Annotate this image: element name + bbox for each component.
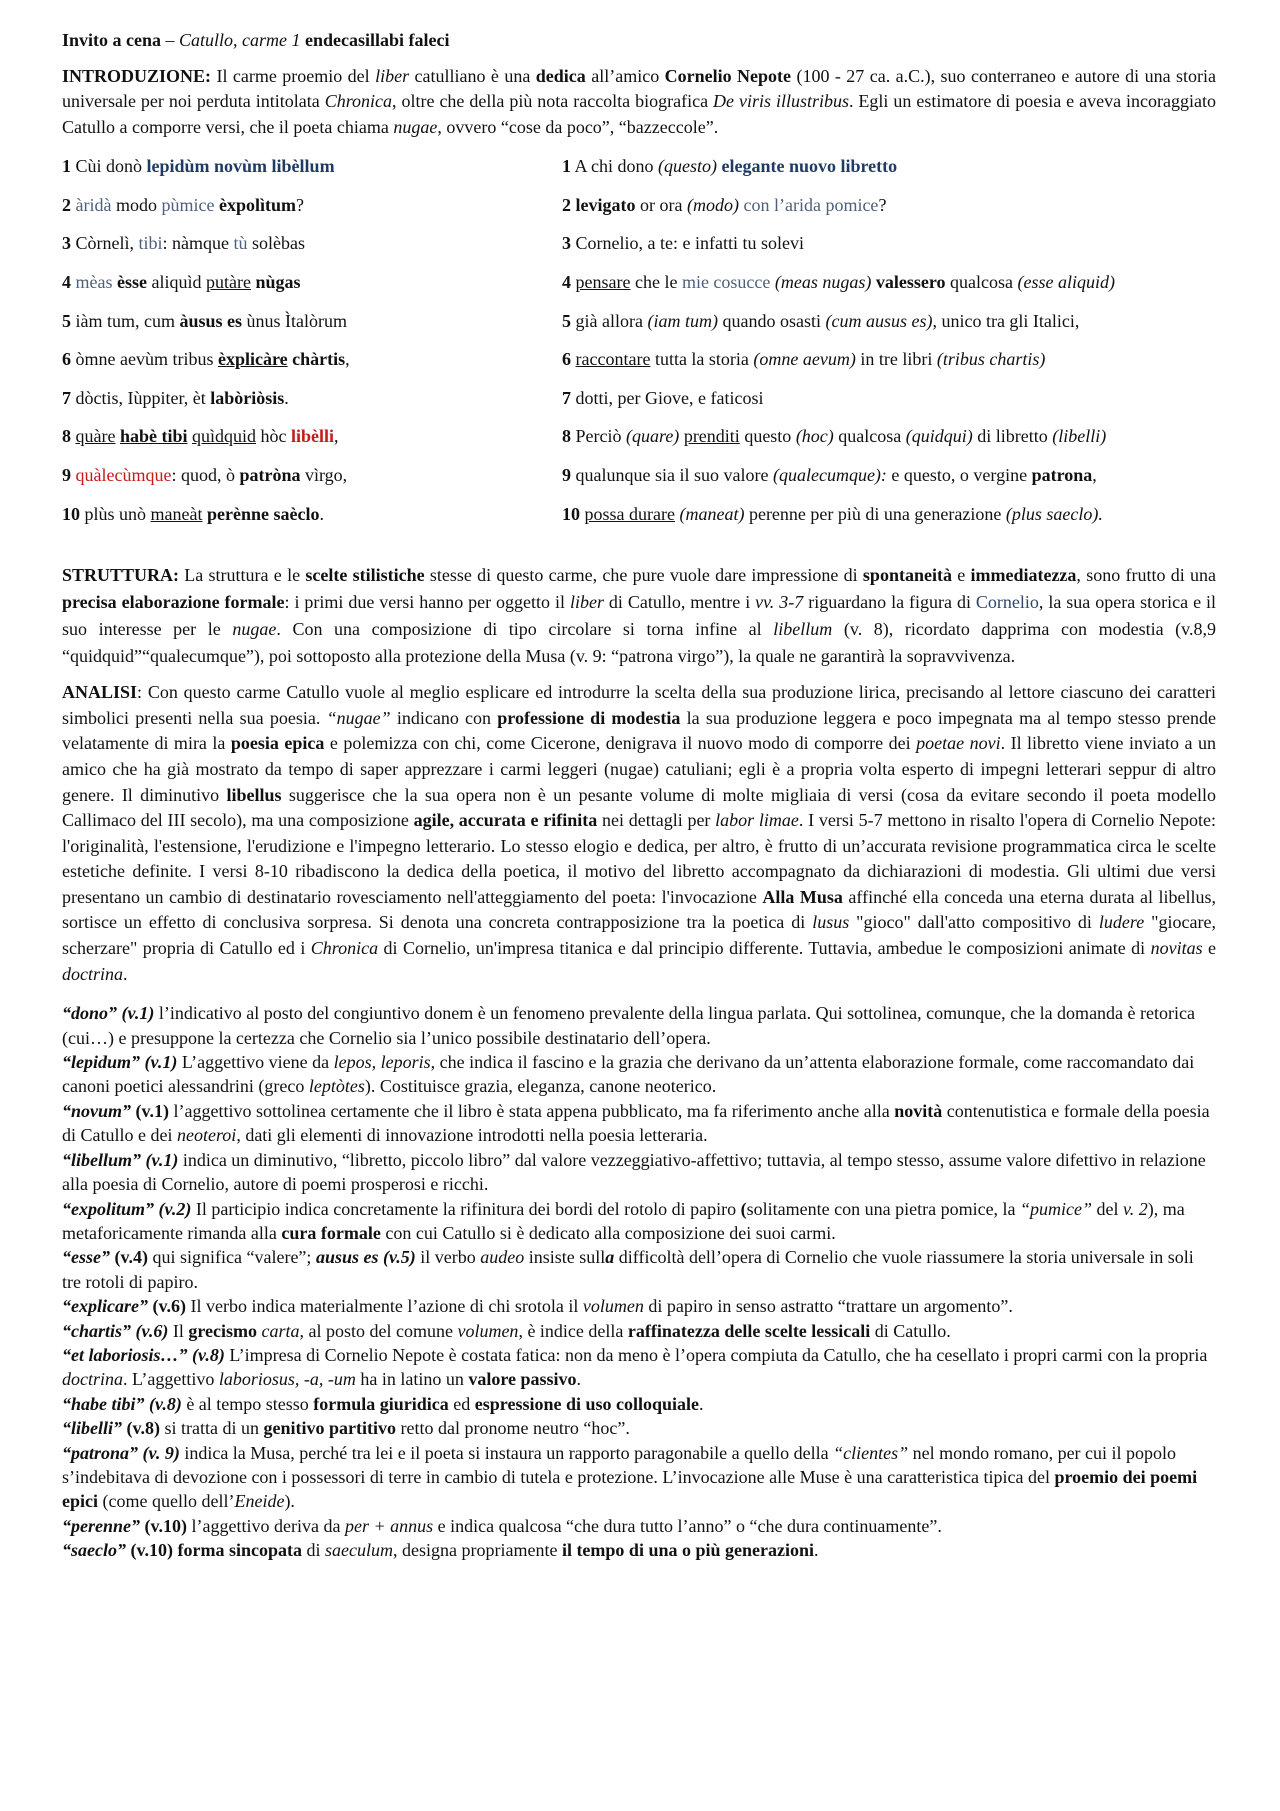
italian-verse-7: 7 dotti, per Giove, e faticosi bbox=[562, 387, 764, 408]
latin-verse-8: 8 quàre habè tibi quìdquid hòc libèlli, bbox=[62, 426, 339, 447]
latin-verse-9: 9 quàlecùmque: quod, ò patròna vìrgo, bbox=[62, 464, 348, 485]
note-chartis: “chartis” (v.6) Il grecismo carta, al posto del comune volumen, è indice della raffinatezza delle scelte lessicali di Catullo. bbox=[62, 1320, 951, 1341]
latin-verse-3: 3 Còrnelì, tibi: nàmque tù solèbas bbox=[62, 233, 306, 254]
note-expolitum: “expolitum” (v.2) Il participio indica concretamente la rifinitura dei bordi del rotolo di papiro (solitamente con una pietra pomice, la “pumice” del v. 2), ma metaforicamente rimanda alla cura formale con cui Catullo si è dedicato alla composizione dei suoi carmi. bbox=[62, 1198, 1185, 1243]
introduction-paragraph: INTRODUZIONE: Il carme proemio del liber catulliano è una dedica all’amico Cornelio Nepote (100 - 27 ca. a.C.), suo conterraneo e autore di una storia universale per noi perduta intitolata Chronica, oltre che della più nota raccolta biografica De viris illustribus. Egli un estimatore di poesia e aveva incoraggiato Catullo a comporre versi, che il poeta chiama nugae, ovvero “cose da poco”, “bazzeccole”. bbox=[62, 65, 1217, 137]
note-explicare: “explicare” (v.6) Il verbo indica materialmente l’azione di chi srotola il volumen di papiro in senso astratto “trattare un argomento”. bbox=[62, 1296, 1013, 1317]
note-laboriosis: “et laboriosis…” (v.8) L’impresa di Cornelio Nepote è costata fatica: non da meno è l’opera compiuta da Catullo, che ha cesellato i propri carmi con la propria doctrina. L’aggettivo laboriosus, -a, -um ha in latino un valore passivo. bbox=[62, 1344, 1208, 1390]
latin-verse-10: 10 plùs unò maneàt perènne saèclo. bbox=[62, 503, 324, 524]
note-libellum: “libellum” (v.1) indica un diminutivo, “libretto, piccolo libro” dal valore vezzeggiativo-affettivo; tuttavia, al tempo stesso, assume valore difettivo in relazione alla poesia di Cornelio, autore di poemi prosperosi e ricchi. bbox=[62, 1149, 1206, 1195]
italian-verse-1: 1 A chi dono (questo) elegante nuovo libretto bbox=[562, 156, 898, 177]
note-lepidum: “lepidum” (v.1) L’aggettivo viene da lepos, leporis, che indica il fascino e la grazia che derivano da un’attenta elaborazione formale, come raccomandato dai canoni poetici alessandrini (greco leptòtes). Costituisce grazia, eleganza, canone neoterico. bbox=[62, 1052, 1195, 1097]
structure-paragraph: STRUTTURA: La struttura e le scelte stilistiche stesse di questo carme, che pure vuole dare impressione di spontaneità e immediatezza, sono frutto di una precisa elaborazione formale: i primi due versi hanno per oggetto il liber di Catullo, mentre i vv. 3-7 riguardano la figura di Cornelio, la sua opera storica e il suo interesse per le nugae. Con una composizione di tipo circolare si torna infine al libellum (v. 8), ricordato dapprima con modestia (v.8,9 “quidquid”“qualecumque”), poi sottoposto alla protezione della Musa (v. 9: “patrona virgo”), la quale ne garantirà la sopravvivenza. bbox=[62, 565, 1217, 667]
italian-verse-3: 3 Cornelio, a te: e infatti tu solevi bbox=[562, 233, 804, 254]
latin-verse-1: 1 Cùi donò lepidùm novùm libèllum bbox=[62, 156, 335, 177]
italian-verse-4: 4 pensare che le mie cosucce (meas nugas) valessero qualcosa (esse aliquid) bbox=[562, 271, 1116, 292]
analysis-paragraph: ANALISI: Con questo carme Catullo vuole al meglio esplicare ed introdurre la scelta della sua produzione lirica, precisando al lettore ciascuno dei caratteri simbolici presenti nella sua poesia. “nugae” indicano con professione di modestia la sua produzione leggera e poco impegnata ma al tempo stesso prende velatamente di mira la poesia epica e polemizza con chi, come Cicerone, denigrava il nuovo modo di comporre dei poetae novi. Il libretto viene inviato a un amico che ha già mostrato da tempo di saper apprezzare i carmi leggeri (nugae) catuliani; egli è a propria volta esperto di impegni letterari seppur di altro genere. Il diminutivo libellus suggerisce che la sua opera non è un pesante volume di molte migliaia di versi (cosa da evitare secondo il poeta modello Callimaco del III secolo), ma una composizione agile, accurata e rifinita nei dettagli per labor limae. I versi 5-7 mettono in risalto l'opera di Cornelio Nepote: l'originalità, l'estensione, l'erudizione e l'impegno letterario. Lo stesso elogio e dedica, per altro, è frutto di un’accurata revisione programmatica circa le scelte estetiche definite. I versi 8-10 ribadiscono la dedica della poetica, il motivo del libretto accompagnato da dichiarazioni di modestia. Gli ultimi due versi presentano un cambio di destinatario rovesciamento nell'atteggiamento del poeta: l'invocazione Alla Musa affinché ella conceda una eterna durata al libellus, sortisce un effetto di conclusiva sorpresa. Si denota una concreta contrapposizione tra la poetica di lusus "gioco" dall'atto compositivo di ludere "giocare, scherzare" propria di Catullo ed i Chronica di Cornelio, un'impresa titanica e dal principio differente. Tuttavia, ambedue le composizioni animate di novitas e doctrina. bbox=[62, 682, 1217, 984]
italian-verse-5: 5 già allora (iam tum) quando osasti (cum ausus es), unico tra gli Italici, bbox=[562, 310, 1080, 331]
italian-verse-6: 6 raccontare tutta la storia (omne aevum) in tre libri (tribus chartis) bbox=[562, 349, 1046, 370]
italian-verse-10: 10 possa durare (maneat) perenne per più di una generazione (plus saeclo). bbox=[562, 503, 1103, 524]
latin-verse-7: 7 dòctis, Iùppiter, èt labòriòsis. bbox=[62, 387, 289, 408]
latin-verse-6: 6 òmne aevùm tribus èxplicàre chàrtis, bbox=[62, 349, 350, 370]
note-perenne: “perenne” (v.10) l’aggettivo deriva da per + annus e indica qualcosa “che dura tutto l’anno” o “che dura continuamente”. bbox=[62, 1515, 942, 1536]
italian-verse-9: 9 qualunque sia il suo valore (qualecumque): e questo, o vergine patrona, bbox=[562, 464, 1097, 485]
latin-verse-4: 4 mèas èsse aliquìd putàre nùgas bbox=[62, 271, 301, 292]
note-habe-tibi: “habe tibi” (v.8) è al tempo stesso formula giuridica ed espressione di uso colloquiale. bbox=[62, 1393, 704, 1414]
note-patrona: “patrona” (v. 9) indica la Musa, perché tra lei e il poeta si instaura un rapporto paragonabile a quello della “clientes” nel mondo romano, per cui il popolo s’indebitava di devozione con i possessori di terre in cambio di tutela e protezione. L’invocazione alle Muse è una caratteristica tipica del proemio dei poemi epici (come quello dell’Eneide). bbox=[62, 1442, 1198, 1512]
note-novum: “novum” (v.1) l’aggettivo sottolinea certamente che il libro è stata appena pubblicato, ma fa riferimento anche alla novità contenutistica e formale della poesia di Catullo e dei neoteroi, dati gli elementi di innovazione introdotti nella poesia letteraria. bbox=[62, 1100, 1210, 1146]
note-esse: “esse” (v.4) qui significa “valere”; ausus es (v.5) il verbo audeo insiste sulla difficoltà dell’opera di Cornelio che vuole riassumere la storia universale in soli tre rotoli di papiro. bbox=[62, 1247, 1194, 1292]
note-libelli: “libelli” (v.8) si tratta di un genitivo partitivo retto dal pronome neutro “hoc”. bbox=[62, 1418, 630, 1439]
italian-verse-2: 2 levigato or ora (modo) con l’arida pomice? bbox=[562, 194, 887, 215]
notes-section bbox=[62, 1001, 1216, 1562]
document-title: Invito a cena – Catullo, carme 1 endecasillabi faleci bbox=[62, 30, 450, 50]
italian-verse-8: 8 Perciò (quare) prenditi questo (hoc) qualcosa (quidqui) di libretto (libelli) bbox=[562, 426, 1107, 447]
poem-table bbox=[62, 154, 1216, 540]
latin-verse-5: 5 iàm tum, cum àusus es ùnus Ìtalòrum bbox=[62, 310, 348, 331]
latin-verse-2: 2 àridà modo pùmice èxpolìtum? bbox=[62, 194, 304, 215]
note-saeclo: “saeclo” (v.10) forma sincopata di saeculum, designa propriamente il tempo di una o più generazioni. bbox=[62, 1540, 819, 1561]
note-dono: “dono” (v.1) l’indicativo al posto del congiuntivo donem è un fenomeno prevalente della lingua parlata. Qui sottolinea, comunque, che la domanda è retorica (cui…) e presuppone la certezza che Cornelio sia l’unico possibile destinatario dell’opera. bbox=[62, 1003, 1195, 1048]
